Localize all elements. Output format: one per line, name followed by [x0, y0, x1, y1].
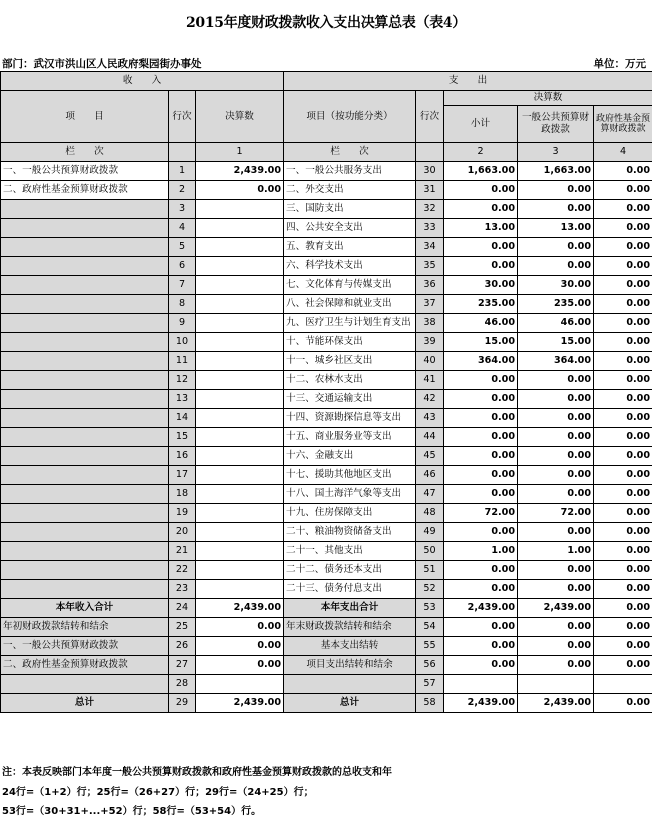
income-line-no-header: 行次 — [169, 91, 196, 143]
expense-item-cell: 十七、援助其他地区支出 — [284, 466, 416, 485]
expense-item-cell: 十八、国土海洋气象等支出 — [284, 485, 416, 504]
income-amount-cell: 0.00 — [196, 181, 284, 200]
expense-line-no-cell: 37 — [416, 295, 444, 314]
general-budget-cell: 0.00 — [518, 428, 594, 447]
expense-item-cell: 二、外交支出 — [284, 181, 416, 200]
general-budget-cell: 0.00 — [518, 523, 594, 542]
gov-fund-cell: 0.00 — [594, 390, 652, 409]
gov-fund-cell — [594, 675, 652, 694]
income-line-no-cell: 12 — [169, 371, 196, 390]
gov-fund-cell: 0.00 — [594, 447, 652, 466]
income-amount-cell: 2,439.00 — [196, 599, 284, 618]
expense-line-no-cell: 48 — [416, 504, 444, 523]
subtotal-cell: 2,439.00 — [444, 694, 518, 713]
income-item-cell: 总计 — [1, 694, 169, 713]
expense-line-no-cell: 38 — [416, 314, 444, 333]
expense-item-cell: 项目支出结转和结余 — [284, 656, 416, 675]
income-line-no-cell: 22 — [169, 561, 196, 580]
expense-line-no-cell: 54 — [416, 618, 444, 637]
income-item-cell — [1, 428, 169, 447]
income-line-no-cell: 10 — [169, 333, 196, 352]
income-line-no-cell: 1 — [169, 162, 196, 181]
column-index-blank — [416, 143, 444, 162]
general-budget-cell: 46.00 — [518, 314, 594, 333]
income-amount-cell: 2,439.00 — [196, 162, 284, 181]
income-amount-cell — [196, 352, 284, 371]
subtotal-cell: 0.00 — [444, 257, 518, 276]
table-row — [1, 561, 652, 580]
income-amount-cell — [196, 333, 284, 352]
income-item-cell — [1, 371, 169, 390]
expense-line-no-cell: 46 — [416, 466, 444, 485]
subtotal-cell: 0.00 — [444, 618, 518, 637]
subtotal-cell: 0.00 — [444, 656, 518, 675]
general-budget-cell: 13.00 — [518, 219, 594, 238]
gov-fund-header: 政府性基金预算财政拨款 — [594, 106, 652, 143]
income-line-no-cell: 25 — [169, 618, 196, 637]
income-line-no-cell: 17 — [169, 466, 196, 485]
table-row — [1, 466, 652, 485]
summary-row — [1, 694, 652, 713]
expense-line-no-cell: 53 — [416, 599, 444, 618]
subtotal-cell: 72.00 — [444, 504, 518, 523]
general-budget-cell: 235.00 — [518, 295, 594, 314]
general-budget-cell: 0.00 — [518, 485, 594, 504]
general-budget-cell: 0.00 — [518, 580, 594, 599]
column-index-row — [1, 143, 652, 162]
table-row — [1, 409, 652, 428]
income-item-cell: 本年收入合计 — [1, 599, 169, 618]
summary-row — [1, 656, 652, 675]
gov-fund-cell: 0.00 — [594, 200, 652, 219]
income-amount-cell — [196, 466, 284, 485]
section-header-row — [1, 72, 652, 91]
expense-line-no-cell: 44 — [416, 428, 444, 447]
income-item-cell — [1, 447, 169, 466]
expense-item-cell: 十五、商业服务业等支出 — [284, 428, 416, 447]
subtotal-cell: 0.00 — [444, 371, 518, 390]
budget-table — [0, 71, 652, 713]
income-line-no-cell: 8 — [169, 295, 196, 314]
income-amount-cell: 2,439.00 — [196, 694, 284, 713]
table-row — [1, 295, 652, 314]
table-row — [1, 542, 652, 561]
table-row — [1, 238, 652, 257]
income-line-no-cell: 4 — [169, 219, 196, 238]
expense-item-cell: 三、国防支出 — [284, 200, 416, 219]
expense-line-no-cell: 30 — [416, 162, 444, 181]
subtotal-cell: 0.00 — [444, 447, 518, 466]
subtotal-cell: 0.00 — [444, 580, 518, 599]
income-line-no-cell: 7 — [169, 276, 196, 295]
income-item-cell — [1, 390, 169, 409]
income-amount-cell — [196, 295, 284, 314]
income-item-cell — [1, 257, 169, 276]
report-title: 2015年度财政拨款收入支出决算总表（表4） — [185, 15, 467, 31]
income-line-no-cell: 28 — [169, 675, 196, 694]
table-row — [1, 333, 652, 352]
general-budget-cell: 15.00 — [518, 333, 594, 352]
table-row — [1, 314, 652, 333]
income-line-no-cell: 5 — [169, 238, 196, 257]
income-item-cell — [1, 409, 169, 428]
income-line-no-cell: 24 — [169, 599, 196, 618]
table-row — [1, 447, 652, 466]
subtotal-cell: 364.00 — [444, 352, 518, 371]
income-item-cell: 年初财政拨款结转和结余 — [1, 618, 169, 637]
gov-fund-cell: 0.00 — [594, 542, 652, 561]
income-section-header: 收 入 — [1, 72, 284, 91]
income-item-cell: 二、政府性基金预算财政拨款 — [1, 181, 169, 200]
income-amount-cell — [196, 580, 284, 599]
income-amount-cell — [196, 485, 284, 504]
income-item-cell — [1, 238, 169, 257]
income-item-cell — [1, 200, 169, 219]
general-budget-cell: 0.00 — [518, 257, 594, 276]
table-row — [1, 504, 652, 523]
general-budget-cell: 0.00 — [518, 466, 594, 485]
note-line-1: 注：本表反映部门本年度一般公共预算财政拨款和政府性基金预算财政拨款的总收支和年 — [2, 767, 392, 778]
expense-line-no-cell: 58 — [416, 694, 444, 713]
expense-item-cell: 二十、粮油物资储备支出 — [284, 523, 416, 542]
note-line-2: 24行=（1+2）行；25行=（26+27）行；29行=（24+25）行； — [2, 787, 314, 798]
expense-line-no-header: 行次 — [416, 91, 444, 143]
expense-line-no-cell: 41 — [416, 371, 444, 390]
income-line-no-cell: 19 — [169, 504, 196, 523]
expense-item-cell: 八、社会保障和就业支出 — [284, 295, 416, 314]
table-row — [1, 485, 652, 504]
income-amount-cell — [196, 542, 284, 561]
income-item-cell — [1, 352, 169, 371]
column-index-3: 3 — [518, 143, 594, 162]
gov-fund-cell: 0.00 — [594, 523, 652, 542]
general-budget-cell: 2,439.00 — [518, 694, 594, 713]
income-item-cell — [1, 542, 169, 561]
general-budget-cell: 364.00 — [518, 352, 594, 371]
subtotal-header: 小计 — [444, 106, 518, 143]
income-amount-cell — [196, 409, 284, 428]
gov-fund-cell: 0.00 — [594, 561, 652, 580]
general-budget-cell: 1.00 — [518, 542, 594, 561]
gov-fund-cell: 0.00 — [594, 276, 652, 295]
general-budget-cell: 0.00 — [518, 200, 594, 219]
income-line-no-cell: 18 — [169, 485, 196, 504]
income-line-no-cell: 27 — [169, 656, 196, 675]
expense-line-no-cell: 34 — [416, 238, 444, 257]
general-budget-cell: 0.00 — [518, 238, 594, 257]
general-budget-cell: 0.00 — [518, 447, 594, 466]
gov-fund-cell: 0.00 — [594, 466, 652, 485]
summary-row — [1, 675, 652, 694]
subtotal-cell: 0.00 — [444, 485, 518, 504]
income-item-cell — [1, 580, 169, 599]
general-budget-cell: 30.00 — [518, 276, 594, 295]
income-item-cell — [1, 295, 169, 314]
income-line-no-cell: 14 — [169, 409, 196, 428]
income-item-cell — [1, 219, 169, 238]
gov-fund-cell: 0.00 — [594, 504, 652, 523]
expense-item-cell: 十九、住房保障支出 — [284, 504, 416, 523]
gov-fund-cell: 0.00 — [594, 162, 652, 181]
column-index-2: 2 — [444, 143, 518, 162]
income-amount-cell — [196, 504, 284, 523]
income-item-cell: 二、政府性基金预算财政拨款 — [1, 656, 169, 675]
general-budget-cell: 0.00 — [518, 637, 594, 656]
subtotal-cell: 1,663.00 — [444, 162, 518, 181]
gov-fund-cell: 0.00 — [594, 637, 652, 656]
income-amount-cell — [196, 390, 284, 409]
income-amount-cell — [196, 523, 284, 542]
expense-item-cell: 七、文化体育与传媒支出 — [284, 276, 416, 295]
income-amount-cell: 0.00 — [196, 637, 284, 656]
subtotal-cell: 235.00 — [444, 295, 518, 314]
expense-line-no-cell: 39 — [416, 333, 444, 352]
income-item-cell — [1, 314, 169, 333]
expense-line-no-cell: 36 — [416, 276, 444, 295]
column-label: 栏 次 — [284, 143, 416, 162]
gov-fund-cell: 0.00 — [594, 694, 652, 713]
summary-row — [1, 637, 652, 656]
income-item-cell — [1, 466, 169, 485]
table-row — [1, 580, 652, 599]
income-amount-cell — [196, 371, 284, 390]
note-line-3: 53行=（30+31+...+52）行；58行=（53+54）行。 — [2, 806, 262, 817]
general-budget-cell: 0.00 — [518, 618, 594, 637]
gov-fund-cell: 0.00 — [594, 599, 652, 618]
expense-item-cell: 十六、金融支出 — [284, 447, 416, 466]
expense-item-cell: 四、公共安全支出 — [284, 219, 416, 238]
expense-line-no-cell: 33 — [416, 219, 444, 238]
income-line-no-cell: 11 — [169, 352, 196, 371]
column-label: 栏 次 — [1, 143, 169, 162]
expense-item-cell: 基本支出结转 — [284, 637, 416, 656]
subtotal-cell: 15.00 — [444, 333, 518, 352]
expense-line-no-cell: 49 — [416, 523, 444, 542]
unit-label: 单位：万元 — [593, 58, 646, 70]
summary-row — [1, 599, 652, 618]
income-item-header: 项 目 — [1, 91, 169, 143]
expense-item-cell: 九、医疗卫生与计划生育支出 — [284, 314, 416, 333]
column-index-4: 4 — [594, 143, 652, 162]
gov-fund-cell: 0.00 — [594, 371, 652, 390]
column-index-1: 1 — [196, 143, 284, 162]
gov-fund-cell: 0.00 — [594, 409, 652, 428]
gov-fund-cell: 0.00 — [594, 580, 652, 599]
gov-fund-cell: 0.00 — [594, 656, 652, 675]
income-item-cell — [1, 276, 169, 295]
income-amount-cell — [196, 314, 284, 333]
income-amount-cell — [196, 200, 284, 219]
general-budget-cell: 2,439.00 — [518, 599, 594, 618]
income-item-cell — [1, 485, 169, 504]
subtotal-cell: 0.00 — [444, 181, 518, 200]
gov-fund-cell: 0.00 — [594, 295, 652, 314]
income-line-no-cell: 20 — [169, 523, 196, 542]
subtotal-cell: 0.00 — [444, 428, 518, 447]
income-amount-cell — [196, 276, 284, 295]
gov-fund-cell: 0.00 — [594, 333, 652, 352]
table-row — [1, 219, 652, 238]
expense-item-cell: 十三、交通运输支出 — [284, 390, 416, 409]
expense-item-cell: 年末财政拨款结转和结余 — [284, 618, 416, 637]
expense-line-no-cell: 43 — [416, 409, 444, 428]
expense-section-header: 支 出 — [284, 72, 652, 91]
expense-item-cell: 十一、城乡社区支出 — [284, 352, 416, 371]
expense-line-no-cell: 51 — [416, 561, 444, 580]
subtotal-cell: 0.00 — [444, 200, 518, 219]
income-item-cell — [1, 504, 169, 523]
expense-line-no-cell: 32 — [416, 200, 444, 219]
income-line-no-cell: 16 — [169, 447, 196, 466]
income-line-no-cell: 23 — [169, 580, 196, 599]
general-budget-cell: 0.00 — [518, 409, 594, 428]
gov-fund-cell: 0.00 — [594, 428, 652, 447]
expense-line-no-cell: 31 — [416, 181, 444, 200]
income-item-cell: 一、一般公共预算财政拨款 — [1, 162, 169, 181]
expense-line-no-cell: 47 — [416, 485, 444, 504]
income-line-no-cell: 29 — [169, 694, 196, 713]
income-amount-cell — [196, 219, 284, 238]
income-item-cell — [1, 523, 169, 542]
expense-item-cell: 二十二、债务还本支出 — [284, 561, 416, 580]
expense-item-cell — [284, 675, 416, 694]
income-amount-cell — [196, 238, 284, 257]
general-budget-cell: 0.00 — [518, 561, 594, 580]
general-budget-cell: 72.00 — [518, 504, 594, 523]
income-item-cell: 一、一般公共预算财政拨款 — [1, 637, 169, 656]
income-amount-header: 决算数 — [196, 91, 284, 143]
income-amount-cell: 0.00 — [196, 656, 284, 675]
general-budget-cell: 1,663.00 — [518, 162, 594, 181]
table-row — [1, 523, 652, 542]
expense-line-no-cell: 42 — [416, 390, 444, 409]
expense-item-cell: 十二、农林水支出 — [284, 371, 416, 390]
gov-fund-cell: 0.00 — [594, 485, 652, 504]
income-line-no-cell: 15 — [169, 428, 196, 447]
gov-fund-cell: 0.00 — [594, 618, 652, 637]
income-item-cell — [1, 333, 169, 352]
income-line-no-cell: 9 — [169, 314, 196, 333]
gov-fund-cell: 0.00 — [594, 219, 652, 238]
subtotal-cell: 0.00 — [444, 637, 518, 656]
expense-item-header: 项目（按功能分类） — [284, 91, 416, 143]
expense-line-no-cell: 55 — [416, 637, 444, 656]
subtotal-cell: 30.00 — [444, 276, 518, 295]
expense-item-cell: 六、科学技术支出 — [284, 257, 416, 276]
gov-fund-cell: 0.00 — [594, 314, 652, 333]
table-row — [1, 390, 652, 409]
income-amount-cell — [196, 675, 284, 694]
table-row — [1, 371, 652, 390]
subtotal-cell: 2,439.00 — [444, 599, 518, 618]
gov-fund-cell: 0.00 — [594, 238, 652, 257]
income-amount-cell — [196, 447, 284, 466]
expense-line-no-cell: 40 — [416, 352, 444, 371]
expense-line-no-cell: 35 — [416, 257, 444, 276]
table-row — [1, 200, 652, 219]
income-line-no-cell: 3 — [169, 200, 196, 219]
department-label: 部门：武汉市洪山区人民政府梨园街办事处 — [2, 58, 202, 70]
expense-line-no-cell: 52 — [416, 580, 444, 599]
expense-item-cell: 本年支出合计 — [284, 599, 416, 618]
expense-item-cell: 二十一、其他支出 — [284, 542, 416, 561]
subtotal-cell: 0.00 — [444, 409, 518, 428]
subtotal-cell: 0.00 — [444, 466, 518, 485]
general-budget-cell: 0.00 — [518, 656, 594, 675]
subtotal-cell: 1.00 — [444, 542, 518, 561]
subtotal-cell — [444, 675, 518, 694]
subtotal-cell: 0.00 — [444, 390, 518, 409]
income-line-no-cell: 21 — [169, 542, 196, 561]
gov-fund-cell: 0.00 — [594, 257, 652, 276]
table-row — [1, 162, 652, 181]
expense-line-no-cell: 50 — [416, 542, 444, 561]
income-line-no-cell: 26 — [169, 637, 196, 656]
subtotal-cell: 46.00 — [444, 314, 518, 333]
column-index-blank — [169, 143, 196, 162]
expense-item-cell: 二十三、债务付息支出 — [284, 580, 416, 599]
expense-item-cell: 总计 — [284, 694, 416, 713]
income-item-cell — [1, 561, 169, 580]
income-item-cell — [1, 675, 169, 694]
income-amount-cell: 0.00 — [196, 618, 284, 637]
table-row — [1, 257, 652, 276]
expense-line-no-cell: 57 — [416, 675, 444, 694]
subtotal-cell: 0.00 — [444, 238, 518, 257]
expense-item-cell: 五、教育支出 — [284, 238, 416, 257]
income-amount-cell — [196, 428, 284, 447]
general-budget-header: 一般公共预算财政拨款 — [518, 106, 594, 143]
column-header-row — [1, 91, 652, 106]
subtotal-cell: 13.00 — [444, 219, 518, 238]
gov-fund-cell: 0.00 — [594, 181, 652, 200]
final-amount-group-header: 决算数 — [444, 91, 652, 106]
expense-item-cell: 一、一般公共服务支出 — [284, 162, 416, 181]
income-line-no-cell: 2 — [169, 181, 196, 200]
subtotal-cell: 0.00 — [444, 561, 518, 580]
subtotal-cell: 0.00 — [444, 523, 518, 542]
gov-fund-cell: 0.00 — [594, 352, 652, 371]
table-row — [1, 428, 652, 447]
expense-line-no-cell: 45 — [416, 447, 444, 466]
income-amount-cell — [196, 257, 284, 276]
income-line-no-cell: 6 — [169, 257, 196, 276]
expense-line-no-cell: 56 — [416, 656, 444, 675]
summary-row — [1, 618, 652, 637]
income-amount-cell — [196, 561, 284, 580]
income-line-no-cell: 13 — [169, 390, 196, 409]
expense-item-cell: 十四、资源勘探信息等支出 — [284, 409, 416, 428]
table-row — [1, 276, 652, 295]
general-budget-cell: 0.00 — [518, 371, 594, 390]
general-budget-cell: 0.00 — [518, 181, 594, 200]
table-row — [1, 181, 652, 200]
general-budget-cell: 0.00 — [518, 390, 594, 409]
table-row — [1, 352, 652, 371]
general-budget-cell — [518, 675, 594, 694]
expense-item-cell: 十、节能环保支出 — [284, 333, 416, 352]
